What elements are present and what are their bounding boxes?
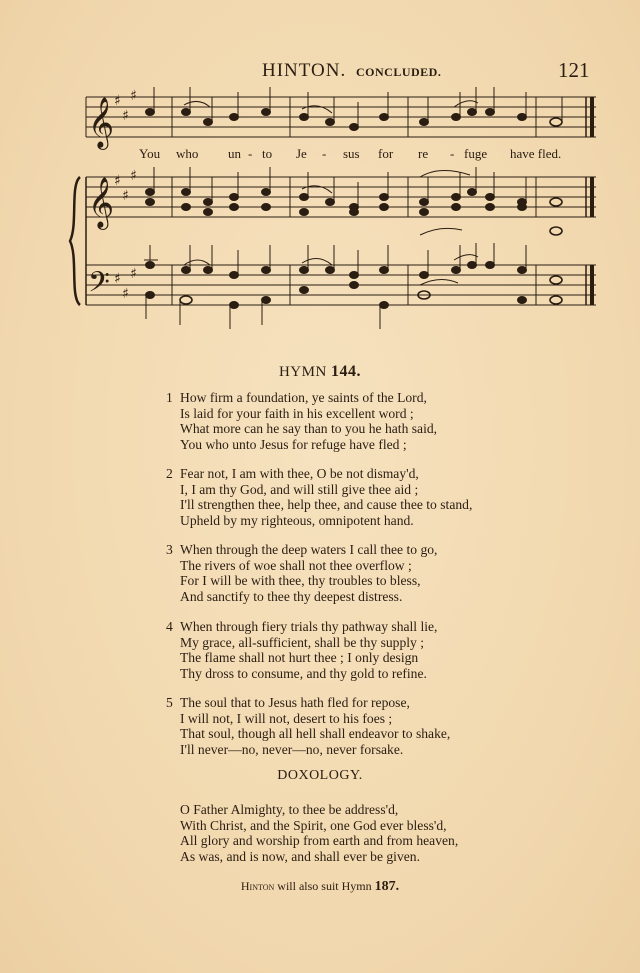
staff-treble xyxy=(86,177,596,217)
svg-text:♯: ♯ xyxy=(130,266,137,282)
lyric-syllable: for xyxy=(378,146,394,161)
stanza-2 xyxy=(166,466,586,528)
treble-clef-icon: 𝄞 xyxy=(88,97,115,148)
page-footer xyxy=(0,879,640,895)
svg-text:♯: ♯ xyxy=(122,188,129,204)
lyric-syllable: fuge xyxy=(464,146,488,161)
stanza-line: I'll never—no, never—no, never forsake. xyxy=(180,741,404,757)
stanza-line: How firm a foundation, ye saints of the Lord, xyxy=(180,390,427,405)
stanza-number: 2 xyxy=(166,466,173,481)
bass-notes xyxy=(144,243,562,329)
lyric-syllable: re xyxy=(418,146,429,161)
lyric-syllable: to xyxy=(262,146,273,161)
svg-text:♯: ♯ xyxy=(122,286,129,302)
stanza-line: That soul, though all hell shall endeavor to shake, xyxy=(180,726,451,742)
stanza-line: Fear not, I am with thee, O be not dismay'd, xyxy=(180,466,419,481)
svg-text:♯: ♯ xyxy=(122,108,129,124)
hymn-number: 144. xyxy=(331,363,362,380)
stanza-5 xyxy=(166,695,586,757)
doxology-text xyxy=(180,802,600,864)
stanza-line: Upheld by my righteous, omnipotent hand. xyxy=(180,512,414,528)
svg-text:♯: ♯ xyxy=(114,93,121,109)
doxology-line: As was, and is now, and shall ever be given. xyxy=(180,848,420,864)
footer-tune: Hinton xyxy=(240,879,275,893)
stanza-line: What more can he say than to you he hath said, xyxy=(180,421,438,437)
stanza-number: 4 xyxy=(166,619,173,634)
stanza-line: I will not, I will not, desert to his foes ; xyxy=(180,710,393,726)
doxology-line: O Father Almighty, to thee be address'd, xyxy=(180,802,399,817)
lyric-syllable: un xyxy=(228,146,241,161)
stanza-line: My grace, all-sufficient, shall be thy supply ; xyxy=(180,634,425,650)
stanza-number: 3 xyxy=(166,542,173,557)
lyric-syllable: - xyxy=(322,146,327,161)
hymn-title xyxy=(0,363,640,381)
treble-clef-icon: 𝄞 xyxy=(88,177,115,228)
stanza-line: The soul that to Jesus hath fled for repose, xyxy=(180,695,410,710)
svg-text:♯: ♯ xyxy=(114,271,121,287)
lyric-syllable: - xyxy=(450,146,455,161)
stanza-line: The rivers of woe shall not thee overflow ; xyxy=(180,557,412,573)
stanza-line: When through fiery trials thy pathway shall lie, xyxy=(180,619,438,634)
page-header xyxy=(0,58,640,88)
bass-clef-icon: 𝄢 xyxy=(88,266,110,306)
stanza-4 xyxy=(166,619,586,681)
lyric-syllable: - xyxy=(248,146,253,161)
stanza-line: When through the deep waters I call thee to go, xyxy=(180,542,438,557)
stanza-line: Is laid for your faith in his excellent word ; xyxy=(180,405,414,421)
footer-text: will also suit Hymn xyxy=(277,879,372,893)
hymn-title-prefix: HYMN xyxy=(278,364,327,380)
stanza-line: I, I am thy God, and will still give thee aid ; xyxy=(180,481,419,497)
stanza-line: Thy dross to consume, and thy gold to refine. xyxy=(180,665,427,681)
lyric-syllable: who xyxy=(176,146,199,161)
svg-text:♯: ♯ xyxy=(130,88,137,104)
stanza-line: For I will be with thee, thy troubles to bless, xyxy=(180,573,421,589)
music-lyrics xyxy=(0,146,640,166)
melody-notes xyxy=(146,87,563,131)
stanza-line: You who unto Jesus for refuge have fled ; xyxy=(180,436,407,452)
tune-title: HINTON. xyxy=(262,60,347,81)
svg-text:♯: ♯ xyxy=(114,173,121,189)
lyric-syllable: Je xyxy=(296,146,307,161)
stanza-1 xyxy=(166,390,586,452)
tune-subtitle: CONCLUDED. xyxy=(356,65,442,79)
stanza-number: 1 xyxy=(166,390,173,405)
stanza-line: And sanctify to thee thy deepest distress. xyxy=(180,588,403,604)
doxology-line: All glory and worship from earth and from heaven, xyxy=(180,833,459,849)
stanza-line: The flame shall not hurt thee ; I only design xyxy=(180,650,419,666)
stanza-number: 5 xyxy=(166,695,173,710)
lyric-syllable: sus xyxy=(343,146,360,161)
doxology-title: DOXOLOGY. xyxy=(277,768,363,783)
footer-hymn-ref: 187. xyxy=(374,879,400,894)
music-score xyxy=(0,85,640,335)
lyric-syllable: have fled. xyxy=(510,146,562,161)
stanza-line: I'll strengthen thee, help thee, and cause thee to stand, xyxy=(180,497,473,513)
page-number: 121 xyxy=(558,58,590,82)
stanza-3 xyxy=(166,542,586,604)
doxology-line: With Christ, and the Spirit, one God ever bless'd, xyxy=(180,817,447,833)
lyric-syllable: You xyxy=(139,146,161,161)
svg-text:♯: ♯ xyxy=(130,168,137,184)
